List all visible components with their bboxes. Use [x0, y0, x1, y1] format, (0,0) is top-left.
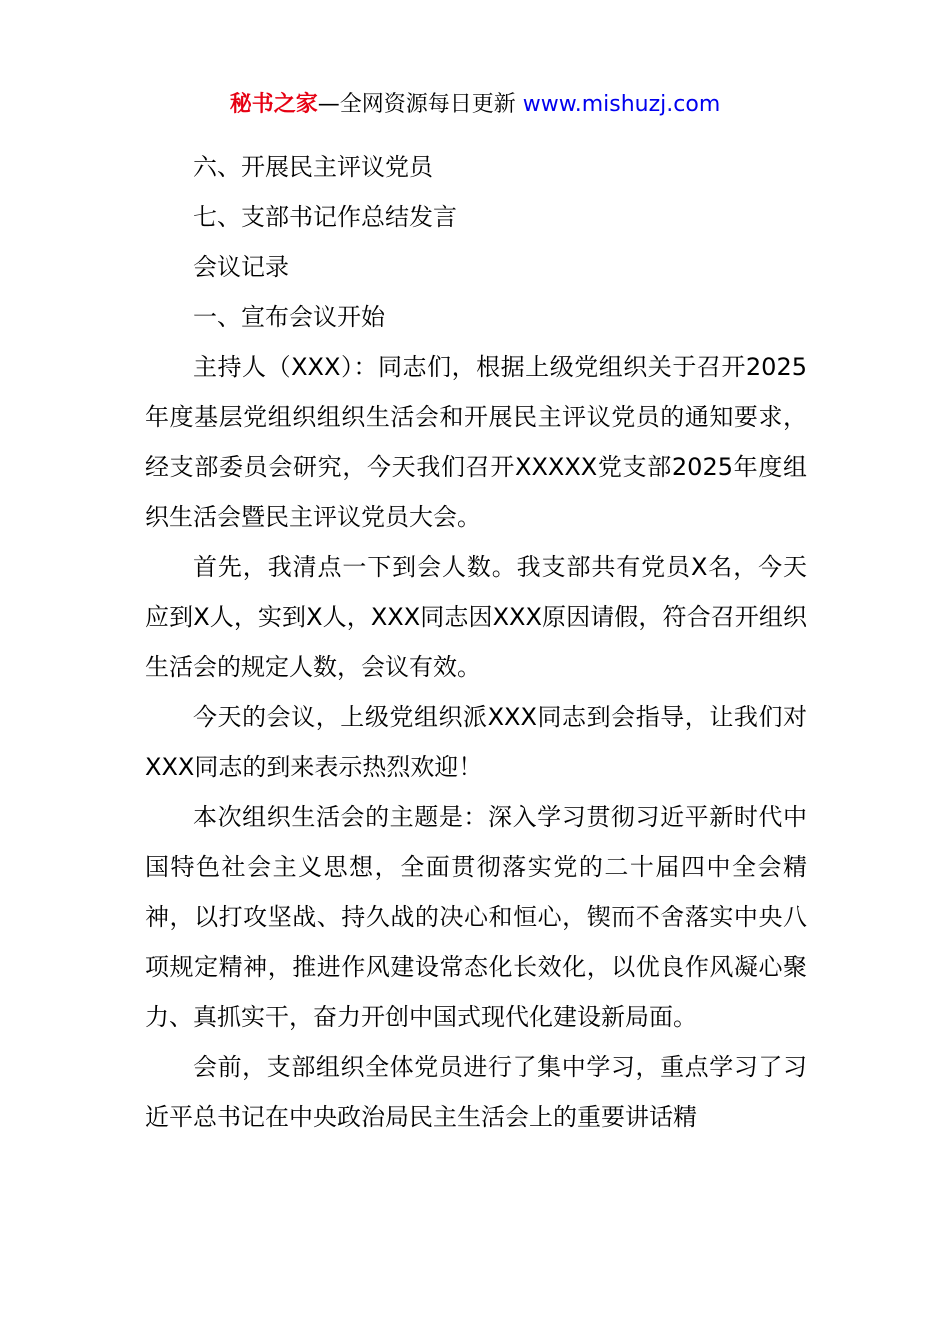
- agenda-item-7: 七、支部书记作总结发言: [193, 203, 457, 231]
- paragraph-study: 会前，支部组织全体党员进行了集中学习，重点学习了习近平总书记在中央政治局民主生活会上的重要讲话精: [145, 1053, 807, 1131]
- page-header: [0, 88, 950, 122]
- section-heading-minutes: 会议记录: [193, 253, 289, 281]
- brand-name: 秘书之家: [229, 92, 318, 117]
- agenda-item-6: 六、开展民主评议党员: [193, 153, 433, 181]
- header-tagline: —全网资源每日更新: [317, 92, 523, 117]
- paragraph-theme: 本次组织生活会的主题是：深入学习贯彻习近平新时代中国特色社会主义思想，全面贯彻落实党的二十届四中全会精神，以打攻坚战、持久战的决心和恒心，锲而不舍落实中央八项规定精神，推进作风建设常态化长效化，以优良作风凝心聚力、真抓实干，奋力开创中国式现代化建设新局面。: [145, 803, 807, 1031]
- section-heading-opening: 一、宣布会议开始: [193, 303, 385, 331]
- paragraph-welcome: 今天的会议，上级党组织派XXX同志到会指导，让我们对XXX同志的到来表示热烈欢迎！: [145, 703, 807, 781]
- site-link[interactable]: www.mishuzj.com: [522, 92, 721, 117]
- paragraph-host-opening: 主持人（XXX）：同志们，根据上级党组织关于召开2025年度基层党组织组织生活会和开展民主评议党员的通知要求，经支部委员会研究，今天我们召开XXXXX党支部2025年度组织生活会暨民主评议党员大会。: [145, 353, 807, 531]
- paragraph-attendance: 首先，我清点一下到会人数。我支部共有党员X名，今天应到X人，实到X人，XXX同志因XXX原因请假，符合召开组织生活会的规定人数，会议有效。: [145, 553, 807, 681]
- document-body: [145, 142, 807, 1142]
